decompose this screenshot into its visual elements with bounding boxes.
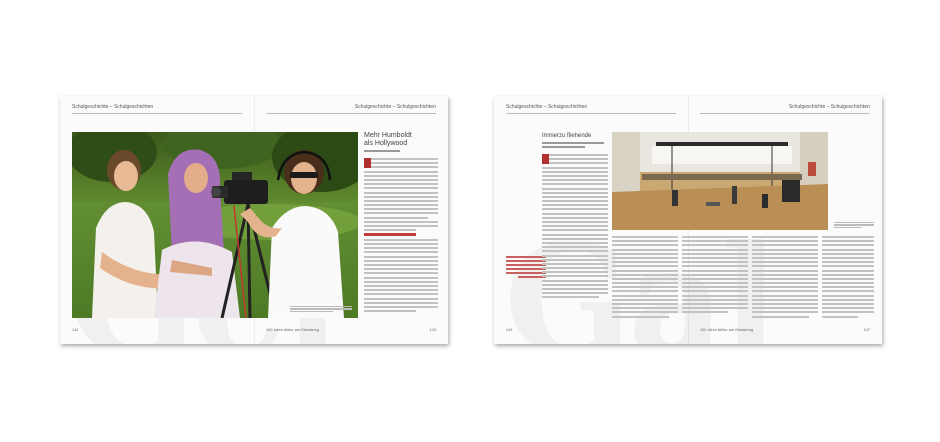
photo-illustration (72, 132, 358, 318)
head-rule-left (506, 113, 676, 114)
head-rule-right (266, 113, 436, 114)
article-body-column-5 (822, 236, 874, 320)
right-book-spread (494, 96, 882, 344)
article-body-column-3 (682, 236, 748, 316)
drop-cap (364, 158, 371, 168)
folio-right: 147 (863, 328, 870, 332)
photo-students-with-camera (72, 132, 358, 318)
footer-text: 100 Jahre Abitur am Gendarmg (700, 328, 753, 332)
pull-quote (506, 256, 546, 280)
article-body-column-4 (752, 236, 818, 320)
article-body-column-1 (542, 154, 608, 301)
article-title-line-1: Mehr Humboldt (364, 132, 412, 139)
left-book-spread (60, 96, 448, 344)
folio-left: 144 (506, 328, 513, 332)
running-head-right: Schulgeschichte – Schulgeschichten (354, 104, 436, 110)
article-subheading (364, 233, 416, 236)
folio-right: 143 (429, 328, 436, 332)
article-body-column (364, 158, 438, 314)
head-rule-left (72, 113, 242, 114)
article-title: Immerzu fliehende (542, 133, 592, 139)
running-head-right: Schulgeschichte – Schulgeschichten (788, 104, 870, 110)
article-title (364, 132, 412, 148)
folio-left: 142 (72, 328, 79, 332)
running-head-left: Schulgeschichte – Schulgeschichten (506, 104, 588, 110)
article-title-line-2: als Hollywood (364, 140, 408, 147)
article-body-column-2 (612, 236, 678, 320)
hall-photo-illustration (612, 132, 828, 230)
head-rule-right (700, 113, 870, 114)
article-deck (542, 142, 604, 150)
photo-caption (834, 222, 874, 230)
footer-text: 100 Jahre Abitur am Gendarmg (266, 328, 319, 332)
photo-caption (290, 306, 352, 314)
running-head-left: Schulgeschichte – Schulgeschichten (72, 104, 154, 110)
drop-cap (542, 154, 549, 164)
article-author-line (364, 150, 416, 154)
photo-school-hall (612, 132, 828, 230)
